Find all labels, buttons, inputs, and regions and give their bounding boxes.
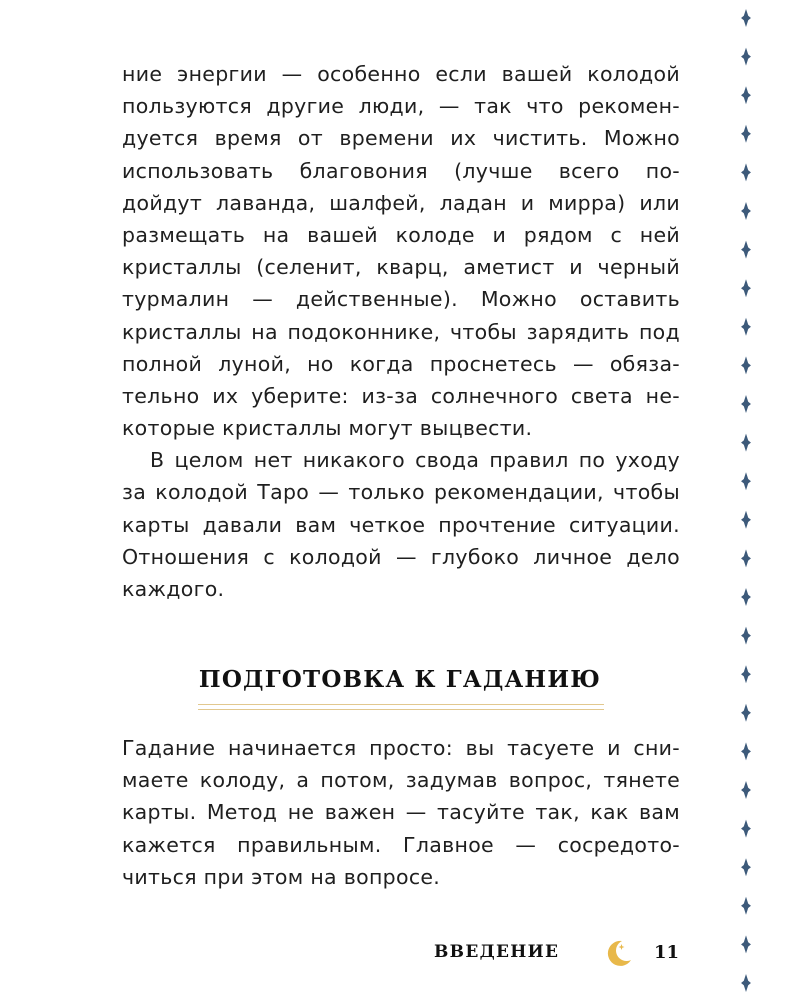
body-line: маете колоду, а потом, задумав вопрос, тянете (122, 768, 680, 793)
body-line: читься при этом на вопросе. (122, 864, 441, 889)
body-line: ние энергии — особенно если вашей колодой (122, 62, 680, 86)
body-line: полной луной, но когда проснетесь — обяза- (122, 351, 680, 376)
sparkle-icon (741, 395, 751, 413)
body-line: карты давали вам четкое прочтение ситуации. (122, 512, 680, 537)
body-line: тельно их уберите: из-за солнечного света не- (122, 383, 680, 408)
body-line: кристаллы (селенит, кварц, аметист и черный (122, 255, 680, 280)
body-line: которые кристаллы могут выцвести. (122, 416, 533, 441)
body-line: размещать на вашей колоде и рядом с ней (122, 222, 680, 247)
sparkle-icon (741, 858, 751, 876)
body-text-block (122, 58, 680, 605)
sparkle-icon (741, 588, 751, 606)
sparkle-icon (741, 974, 751, 992)
body-line: дойдут лаванда, шалфей, ладан и мирра) или (122, 190, 680, 215)
sparkle-icon (741, 472, 751, 490)
sparkle-icon (741, 704, 751, 722)
sparkle-icon (741, 665, 751, 683)
body-line: турмалин — действенные). Можно оставить (122, 287, 680, 312)
sparkle-icon (741, 356, 751, 374)
sparkle-icon (741, 125, 751, 143)
sparkle-icon (741, 318, 751, 336)
sparkle-icon (741, 627, 751, 645)
body-line: кристаллы на подоконнике, чтобы зарядить под (122, 319, 680, 344)
section-text-block (122, 732, 680, 893)
body-line: В целом нет никакого свода правил по уходу (150, 448, 680, 473)
body-line: за колодой Таро — только рекомендации, чтобы (122, 480, 680, 505)
sparkle-icon (741, 279, 751, 297)
sparkle-icon (741, 820, 751, 838)
page-footer (420, 940, 690, 970)
sparkle-icon (741, 9, 751, 27)
heading-underline (198, 709, 604, 710)
page-number: 11 (654, 942, 680, 963)
sparkle-icon (741, 935, 751, 953)
body-line: Гадание начинается просто: вы тасуете и сни- (122, 736, 680, 760)
sparkle-icon (741, 48, 751, 66)
sparkle-icon (741, 163, 751, 181)
sparkle-icon (741, 86, 751, 104)
body-line: карты. Метод не важен — тасуйте так, как вам (122, 800, 680, 825)
sparkle-icon (741, 549, 751, 567)
body-line: использовать благовония (лучше всего по- (122, 158, 680, 183)
section-heading: ПОДГОТОВКА К ГАДАНИЮ (198, 666, 602, 693)
body-line: дуется время от времени их чистить. Можно (122, 126, 680, 151)
crescent-moon-icon (598, 938, 636, 968)
heading-underline (198, 704, 604, 705)
body-line: каждого. (122, 577, 225, 601)
sparkle-icon (741, 511, 751, 529)
sparkle-icon (741, 434, 751, 452)
sparkle-icon (741, 202, 751, 220)
sparkle-icon (741, 241, 751, 259)
decorative-border (734, 0, 758, 1000)
sparkle-icon (741, 742, 751, 760)
body-line: пользуются другие люди, — так что рекомен- (122, 94, 680, 119)
chapter-title: ВВЕДЕНИЕ (434, 942, 560, 962)
sparkle-icon (741, 781, 751, 799)
body-line: кажется правильным. Главное — сосредото- (122, 832, 680, 857)
body-line: Отношения с колодой — глубоко личное дело (122, 544, 680, 569)
sparkle-icon (741, 897, 751, 915)
